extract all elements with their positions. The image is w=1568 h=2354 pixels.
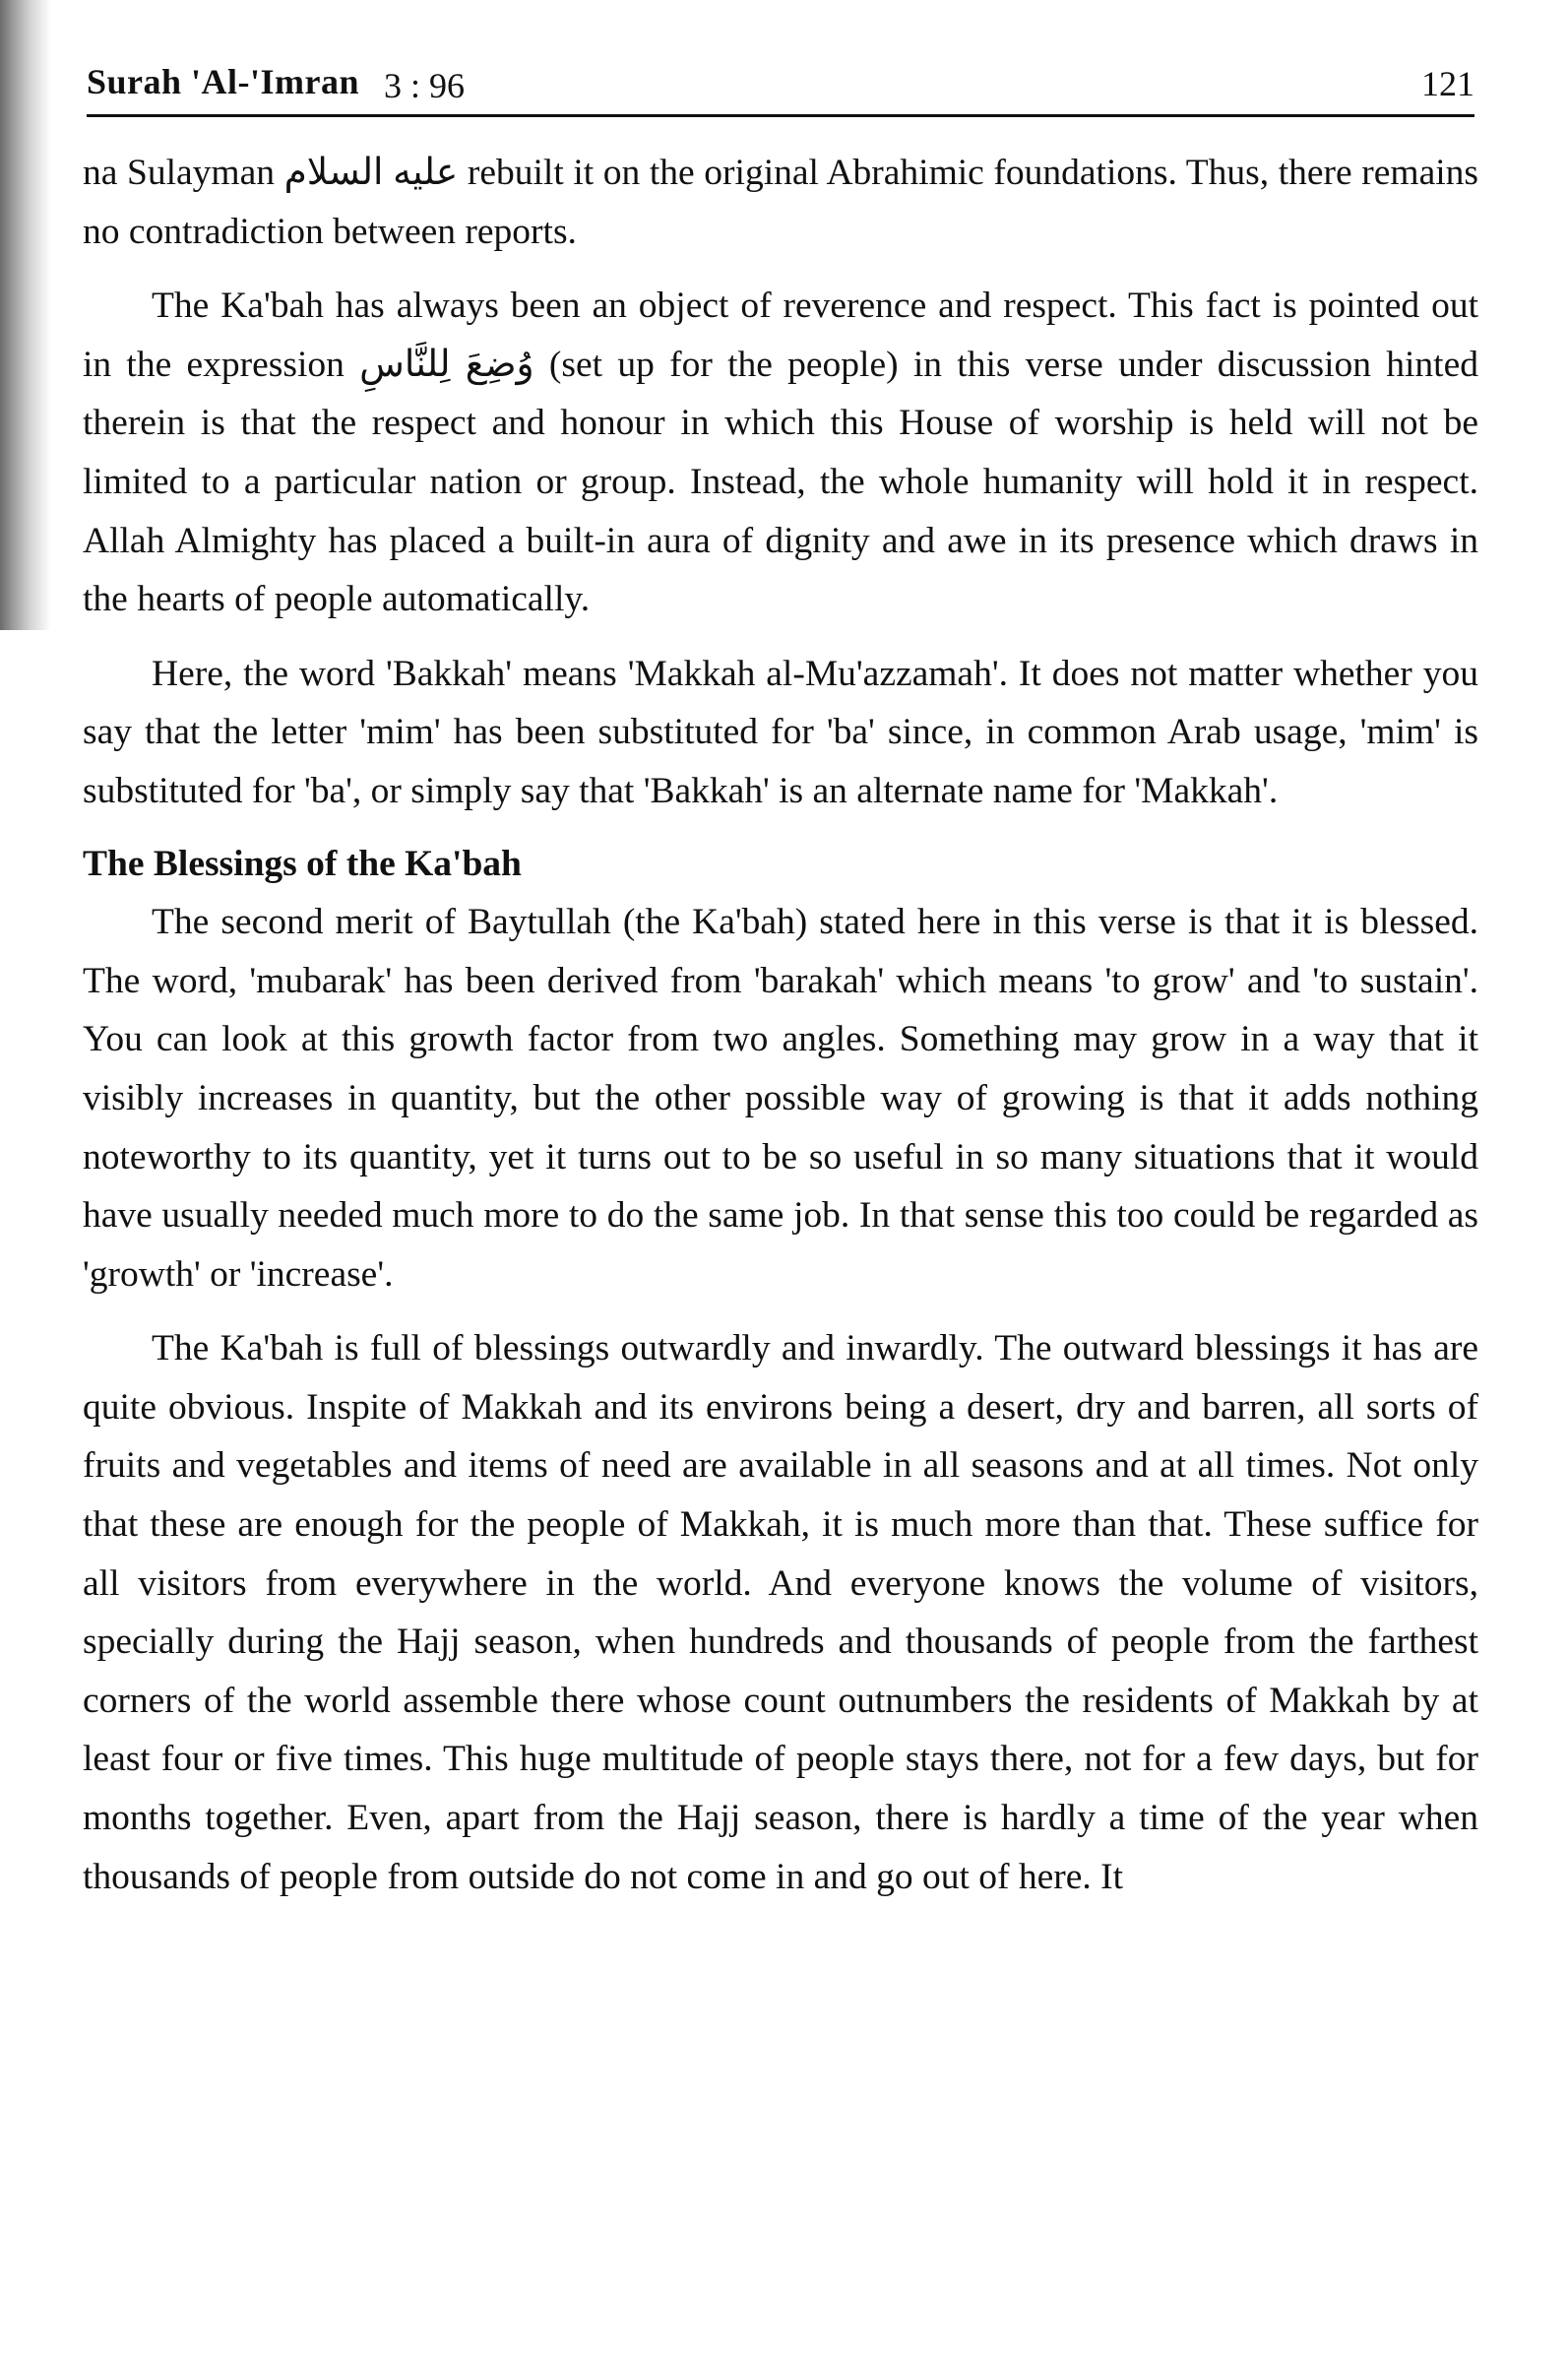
paragraph-1: na Sulayman عليه السلام rebuilt it on the original Abrahimic foundations. Thus, there remains no contradiction between reports. bbox=[83, 153, 1478, 252]
body-text bbox=[83, 144, 1478, 1906]
paragraph-3: Here, the word 'Bakkah' means 'Makkah al-Mu'azzamah'. It does not matter whether you say that the letter 'mim' has been substituted for 'ba' since, in common Arab usage, 'mim' is substituted for 'ba', or simply say that 'Bakkah' is an alternate name for 'Makkah'. bbox=[83, 653, 1478, 811]
paragraph-2: The Ka'bah has always been an object of reverence and respect. This fact is pointed out in the expression وُضِعَ لِلنَّاسِ (set up for the people) in this verse under discussion hinted therein is that the respect and honour in which this House of worship is held will not be limited to a particular nation or group. Instead, the whole humanity will hold it in respect. Allah Almighty has placed a built-in aura of dignity and awe in its presence which draws in the hearts of people automatically. bbox=[83, 286, 1478, 620]
verse-reference: 3 : 96 bbox=[384, 66, 466, 105]
binding-shadow bbox=[0, 0, 51, 630]
header-rule bbox=[87, 114, 1474, 117]
paragraph-5: The Ka'bah is full of blessings outwardly and inwardly. The outward blessings it has are quite obvious. Inspite of Makkah and its environs being a desert, dry and barren, all sorts of fruits and vegetables and items of need are available in all seasons and at all times. Not only that these are enough for the people of Makkah, it is much more than that. These suffice for all visitors from everywhere in the world. And everyone knows the volume of visitors, specially during the Hajj season, when hundreds and thousands of people from the farthest corners of the world assemble there whose count outnumbers the residents of Makkah by at least four or five times. This huge multitude of people stays there, not for a few days, but for months together. Even, apart from the Hajj season, there is hardly a time of the year when thousands of people from outside do not come in and go out of here. It bbox=[83, 1328, 1478, 1897]
running-head bbox=[87, 57, 1474, 116]
section-heading: The Blessings of the Ka'bah bbox=[83, 843, 522, 884]
surah-title: Surah 'Al-'Imran bbox=[87, 62, 360, 101]
paragraph-4: The second merit of Baytullah (the Ka'bah) stated here in this verse is that it is blessed. The word, 'mubarak' has been derived from 'barakah' which means 'to grow' and 'to sustain'. You can look at this growth factor from two angles. Something may grow in a way that it visibly increases in quantity, but the other possible way of growing is that it adds nothing noteworthy to its quantity, yet it turns out to be so useful in so many situations that it would have usually needed much more to do the same job. In that sense this too could be regarded as 'growth' or 'increase'. bbox=[83, 902, 1478, 1295]
page-number: 121 bbox=[1421, 64, 1474, 103]
